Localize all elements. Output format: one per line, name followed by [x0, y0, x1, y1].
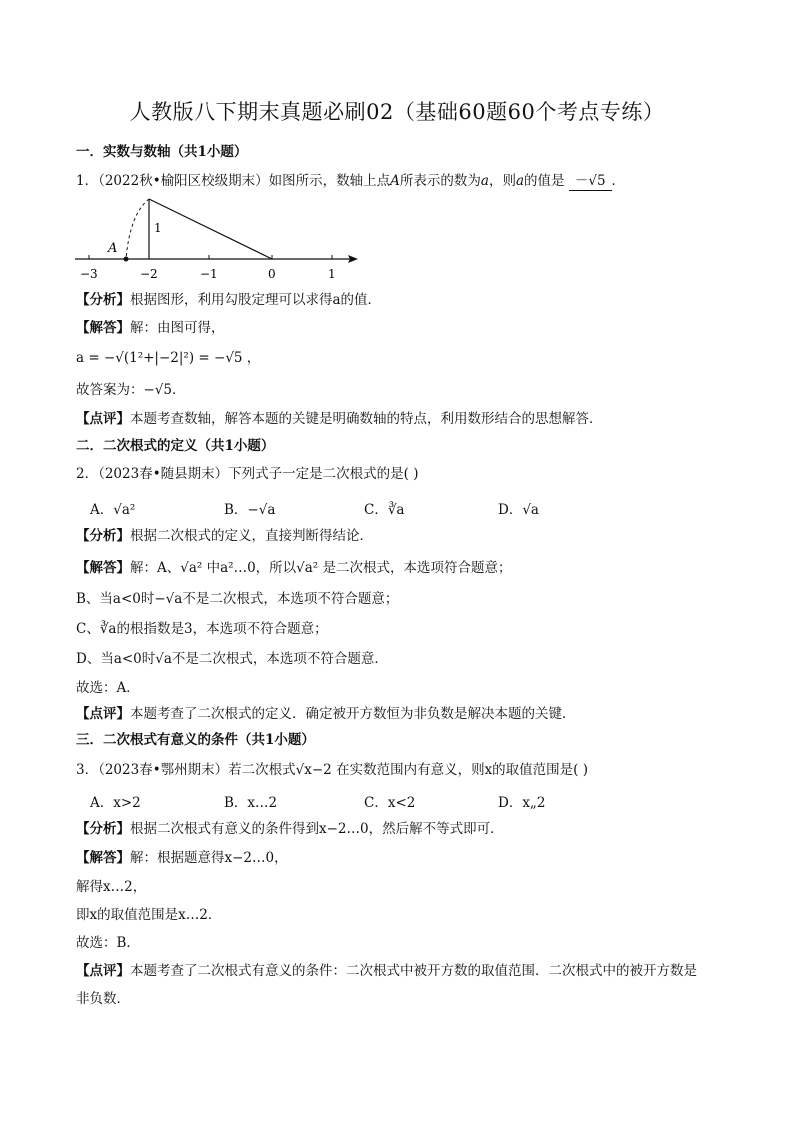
tick-label-m1: −1 — [200, 267, 218, 281]
tick-label-m3: −3 — [80, 267, 98, 281]
solution-2-choice: 故选：A． — [76, 680, 140, 696]
solution-label: 【解答】 — [76, 320, 130, 336]
page-title: 人教版八下期末真题必刷02（基础60题60个考点专练） — [129, 100, 665, 124]
question-1-prefix: 1．（2022秋•榆阳区校级期末）如图所示，数轴上点 — [76, 173, 391, 189]
question-2-option-c: C．∛a — [364, 502, 405, 518]
analysis-label: 【分析】 — [76, 292, 130, 308]
analysis-3 — [76, 820, 504, 838]
comment-label: 【点评】 — [76, 411, 130, 427]
tick-label-0: 0 — [268, 267, 276, 281]
solution-line: 解：A、√a² 中a²…0，所以√a² 是二次根式，本选项符合题意； — [130, 560, 512, 576]
comment-label: 【点评】 — [76, 963, 130, 979]
solution-2-line-c: C、∛a的根指数是3，本选项不符合题意； — [76, 621, 328, 637]
solution-line: 解：根据题意得x−2…0， — [130, 850, 288, 866]
question-3-option-a: A．x>2 — [90, 795, 141, 811]
solution-3-line-2: 解得x…2， — [76, 879, 147, 895]
analysis-label: 【分析】 — [76, 528, 130, 544]
question-1-mid2: ，则 — [488, 173, 516, 189]
question-2-option-b: B．−√a — [224, 502, 276, 518]
comment-2 — [76, 705, 576, 723]
analysis-label: 【分析】 — [76, 821, 130, 837]
comment-3-continued: 非负数． — [76, 991, 130, 1007]
comment-text: 本题考查了二次根式的定义．确定被开方数恒为非负数是解决本题的关键． — [130, 706, 576, 722]
solution-3-line-3: 即x的取值范围是x…2． — [76, 907, 222, 923]
solution-1-formula: a = −√(1²+|−2|²) = −√5 ， — [76, 350, 261, 366]
question-1-stem — [76, 172, 625, 191]
question-3-option-d: D．x„2 — [498, 795, 546, 811]
question-2-option-d: D．√a — [498, 502, 539, 518]
comment-text: 本题考查了二次根式有意义的条件：二次根式中被开方数的取值范围．二次根式中的被开方数是 — [130, 963, 697, 979]
solution-3 — [76, 849, 288, 867]
point-A-label: A — [108, 241, 118, 256]
analysis-2 — [76, 527, 373, 545]
section-heading-2: 二．二次根式的定义（共1小题） — [76, 438, 275, 454]
question-2-stem: 2．（2023春•随县期末）下列式子一定是二次根式的是( ) — [76, 466, 419, 482]
question-3-option-b: B．x…2 — [224, 795, 278, 811]
question-2-option-a: A．√a² — [90, 502, 136, 518]
number-line-figure — [70, 192, 370, 282]
question-1-var: a — [480, 173, 489, 189]
solution-3-choice: 故选：B． — [76, 935, 140, 951]
question-3-stem: 3．（2023春•鄂州期末）若二次根式√x−2 在实数范围内有意义，则x的取值范围是( ) — [76, 762, 589, 778]
solution-1-conclusion: 故答案为：−√5． — [76, 382, 186, 398]
height-label: 1 — [154, 221, 162, 235]
solution-2-line-d: D、当a<0时√a不是二次根式，本选项不符合题意． — [76, 651, 388, 667]
analysis-text: 根据图形，利用勾股定理可以求得a的值． — [130, 292, 382, 308]
analysis-text: 根据二次根式有意义的条件得到x−2…0，然后解不等式即可． — [130, 821, 504, 837]
question-3-option-c: C．x<2 — [364, 795, 416, 811]
solution-line: 解：由图可得， — [130, 320, 225, 336]
tick-label-m2: −2 — [140, 267, 158, 281]
question-1-var2: a — [515, 173, 525, 189]
comment-1 — [76, 410, 603, 428]
tick-label-1: 1 — [328, 267, 336, 281]
question-1-mid: 所表示的数为 — [399, 173, 481, 189]
analysis-1 — [76, 291, 381, 309]
question-1-end: ． — [611, 173, 626, 189]
solution-label: 【解答】 — [76, 560, 130, 576]
solution-1 — [76, 319, 225, 337]
comment-3 — [76, 962, 697, 980]
section-heading-1: 一．实数与数轴（共1小题） — [76, 144, 248, 160]
comment-label: 【点评】 — [76, 706, 130, 722]
section-heading-3: 三．二次根式有意义的条件（共1小题） — [76, 732, 315, 748]
comment-text: 本题考查数轴，解答本题的关键是明确数轴的特点，利用数形结合的思想解答． — [130, 411, 603, 427]
question-1-mid3: 的值是 — [524, 173, 565, 189]
question-1-answer: －√5 — [569, 172, 612, 191]
solution-2 — [76, 559, 512, 577]
analysis-text: 根据二次根式的定义，直接判断得结论． — [130, 528, 373, 544]
solution-2-line-b: B、当a<0时−√a不是二次根式，本选项不符合题意； — [76, 591, 399, 607]
question-1-point: A — [390, 173, 400, 189]
solution-label: 【解答】 — [76, 850, 130, 866]
